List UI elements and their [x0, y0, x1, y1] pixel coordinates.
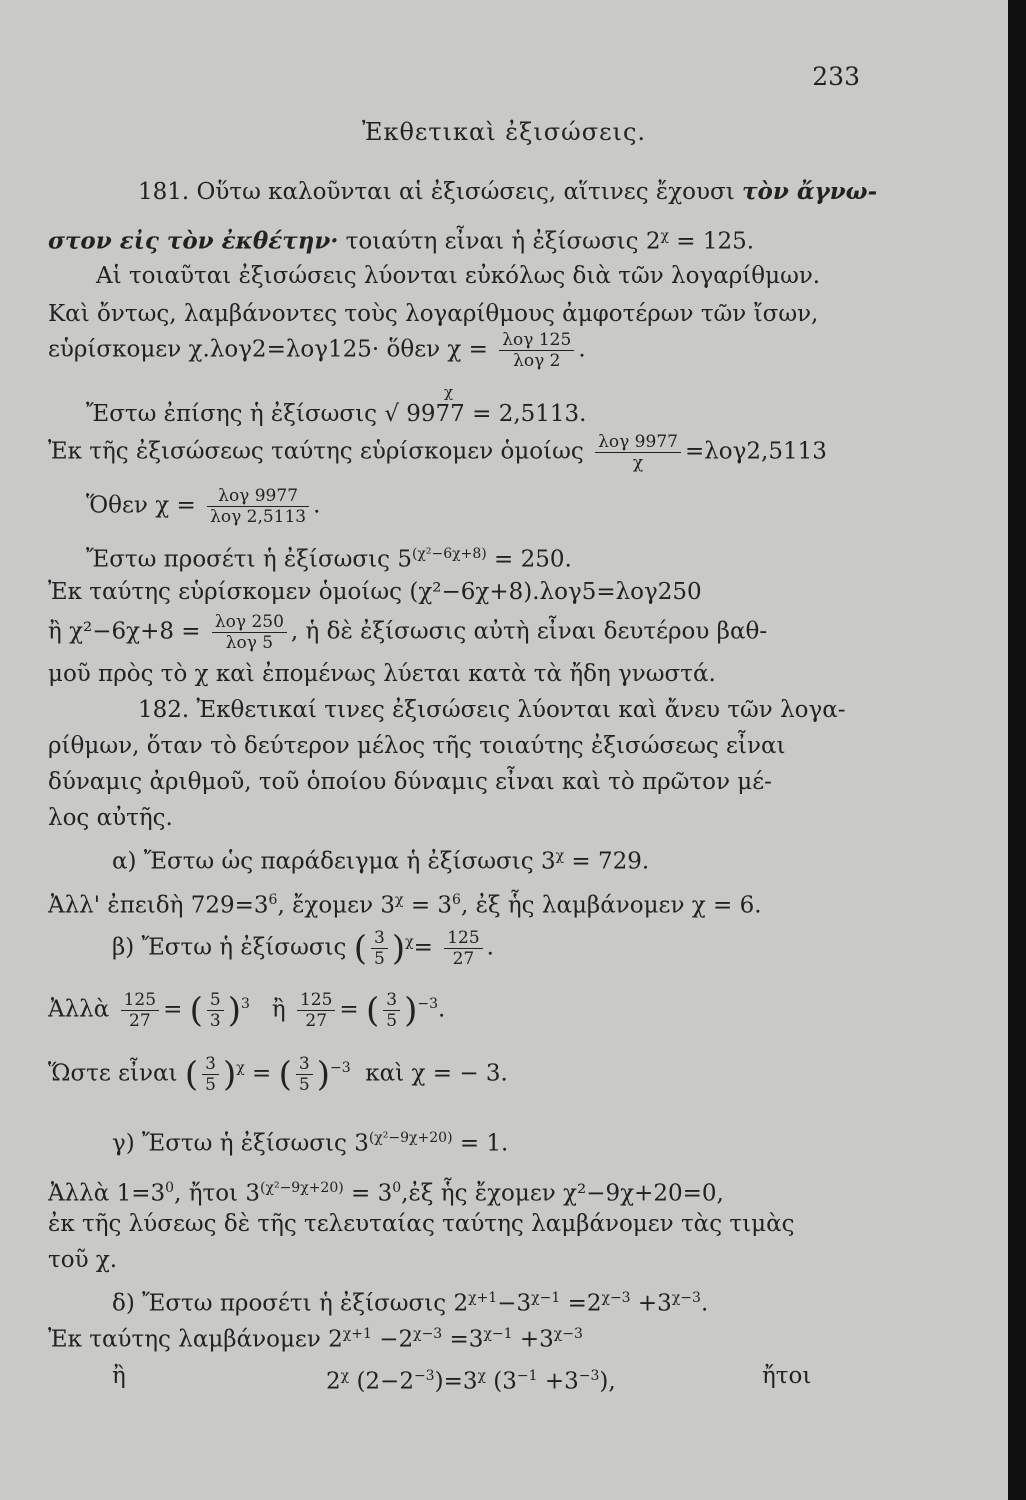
text-line: Ἐκ ταύτης εὑρίσκομεν ὁμοίως (χ²−6χ+8).λογ5=λογ250 [48, 579, 702, 605]
text-span: = [163, 996, 183, 1023]
text-line: ἢ [112, 1363, 126, 1389]
fraction [444, 928, 482, 969]
right-paren: ) [222, 1054, 237, 1095]
text-span: ,ἐξ ἧς ἔχομεν χ²−9χ+20=0, [401, 1180, 724, 1207]
text-span: Ὅθεν χ = [86, 492, 196, 519]
fraction [595, 432, 681, 473]
denominator: 5 [386, 1011, 398, 1032]
text-span: 181. Οὕτω καλοῦνται αἱ ἐξισώσεις, αἵτινες ἔχουσι [138, 179, 735, 205]
exponent: −3 [329, 1060, 351, 1076]
text-span: , ἤτοι 3 [174, 1180, 261, 1207]
text-line [112, 842, 649, 876]
fraction [121, 990, 159, 1031]
denominator: 27 [452, 949, 475, 970]
exponent: −1 [516, 1368, 538, 1384]
denominator: 27 [129, 1011, 151, 1032]
text-line [326, 1362, 616, 1396]
text-line: Καὶ ὄντως, λαμβάνοντες τοὺς λογαρίθμους ἀμφοτέρων τῶν ἴσων, [48, 301, 819, 327]
denominator: 5 [298, 1075, 310, 1096]
exponent: χ [555, 848, 565, 864]
text-span: . [700, 1290, 709, 1317]
text-span: καὶ χ = − 3. [365, 1060, 508, 1087]
text-span: Ἀλλ' ἐπειδὴ 729=3 [48, 892, 269, 919]
exponent: −3 [417, 996, 439, 1012]
exponent: χ−1 [531, 1290, 561, 1306]
text-line [48, 1054, 508, 1095]
left-paren: ( [366, 990, 380, 1031]
text-span: Ὥστε εἶναι [48, 1060, 178, 1087]
exponent: (χ²−9χ+20) [368, 1130, 453, 1146]
denominator: λογ 2,5113 [210, 507, 307, 527]
left-paren: ( [353, 928, 368, 969]
numerator: 125 [121, 990, 159, 1011]
text-span: β) Ἔστω ἡ ἐξίσωσις [112, 934, 347, 961]
exponent: χ+1 [468, 1290, 498, 1306]
text-line [138, 178, 877, 206]
left-paren: ( [278, 1054, 292, 1095]
text-span: , ἡ δὲ ἐξίσωσις αὐτὴ εἶναι δευτέρου βαθ- [290, 618, 768, 645]
text-line: Αἱ τοιαῦται ἐξισώσεις λύονται εὐκόλως διὰ τῶν λογαρίθμων. [96, 263, 821, 289]
denominator: λογ 5 [225, 633, 274, 653]
numerator: 3 [383, 990, 400, 1011]
numerator: 125 [444, 928, 482, 949]
text-span: εὑρίσκομεν χ.λογ2=λογ125· ὅθεν χ = [48, 336, 488, 363]
text-line: ἤτοι [762, 1363, 812, 1389]
exponent: χ [660, 228, 669, 244]
exponent: (χ²−6χ+8) [411, 546, 487, 562]
exponent: 3 [241, 996, 250, 1012]
text-span: = 3 [351, 1180, 393, 1207]
left-paren: ( [189, 990, 203, 1031]
text-span: . [313, 492, 321, 519]
fraction [297, 990, 335, 1031]
text-span: ἢ [271, 996, 286, 1023]
text-span: . [578, 336, 586, 363]
text-line: δύναμις ἀριθμοῦ, τοῦ ὁποίου δύναμις εἶναι καὶ τὸ πρῶτον μέ- [48, 769, 772, 795]
exponent: χ [477, 1368, 486, 1384]
text-span: +3 [544, 1368, 579, 1395]
fraction [207, 990, 224, 1031]
text-span: , ἐξ ἧς λαμβάνομεν χ = 6. [460, 892, 762, 919]
right-paren: ) [391, 928, 406, 969]
text-span: = [252, 1060, 272, 1087]
text-span: +3 [519, 1326, 554, 1353]
text-span: , ἔχομεν 3 [277, 892, 396, 919]
exponent: (χ²−9χ+20) [260, 1180, 344, 1196]
numerator: 5 [207, 990, 224, 1011]
fraction [371, 928, 388, 969]
numerator: λογ 250 [212, 612, 287, 633]
text-span: α) Ἔστω ὡς παράδειγμα ἡ ἐξίσωσις 3 [112, 848, 556, 875]
text-span: Ἐκ τῆς ἐξισώσεως ταύτης εὑρίσκομεν ὁμοίως [48, 438, 584, 465]
text-line [112, 1124, 508, 1158]
denominator: χ [632, 453, 644, 473]
denominator: 3 [209, 1011, 221, 1032]
text-span: =2 [567, 1290, 602, 1317]
text-span: (3 [493, 1368, 517, 1395]
text-span: = 3 [410, 892, 453, 919]
numerator: λογ 125 [499, 330, 574, 351]
text-line: 182. Ἐκθετικαί τινες ἐξισώσεις λύονται καὶ ἄνευ τῶν λογα- [138, 697, 846, 723]
text-line [48, 330, 586, 371]
numerator: λογ 9977 [595, 432, 681, 453]
text-line [48, 612, 767, 653]
exponent: χ−3 [671, 1290, 701, 1306]
exponent: χ−3 [413, 1326, 443, 1342]
text-span: . [486, 934, 494, 961]
text-line: ἐκ τῆς λύσεως δὲ τῆς τελευταίας ταύτης λαμβάνομεν τὰς τιμὰς [48, 1211, 795, 1237]
text-line [112, 928, 494, 969]
text-span: = [413, 934, 433, 961]
text-span: +3 [637, 1290, 672, 1317]
fraction [296, 1054, 313, 1095]
text-span: −2 [379, 1326, 414, 1353]
text-span: ), [599, 1368, 616, 1395]
section-title: Ἐκθετικαὶ ἐξισώσεις. [361, 118, 647, 146]
exponent: 6 [452, 892, 461, 908]
text-span: ἢ χ²−6χ+8 = [48, 618, 201, 645]
text-line [48, 432, 827, 473]
right-paren: ) [227, 990, 242, 1031]
text-span: δ) Ἔστω προσέτι ἡ ἐξίσωσις 2 [112, 1290, 469, 1317]
fraction [499, 330, 574, 371]
text-line: Ἔστω ἐπίσης ἡ ἐξίσωσις √ 9977 = 2,5113. [86, 401, 587, 427]
root-index: χ [444, 383, 454, 401]
page-number: 233 [812, 62, 860, 91]
text-span: =λογ2,5113 [684, 438, 827, 465]
exponent: 6 [268, 892, 278, 908]
exponent: χ [395, 892, 404, 908]
text-line [48, 1320, 583, 1354]
denominator: 5 [205, 1075, 216, 1096]
text-span: τοιαύτη εἶναι ἡ ἐξίσωσις 2 [345, 228, 661, 255]
text-line [48, 886, 762, 920]
denominator: 27 [305, 1011, 328, 1032]
page-edge [1008, 0, 1026, 1500]
fraction [202, 1054, 219, 1095]
numerator: 3 [202, 1054, 219, 1075]
exponent: χ [340, 1368, 350, 1384]
text-line [86, 540, 572, 574]
left-paren: ( [184, 1054, 199, 1095]
text-span: γ) Ἔστω ἡ ἐξίσωσις 3 [112, 1130, 369, 1157]
text-span: = [339, 996, 359, 1023]
text-line: λος αὐτῆς. [48, 805, 173, 831]
text-span: = 1. [459, 1130, 509, 1157]
text-line: ρίθμων, ὅταν τὸ δεύτερον μέλος τῆς τοιαύτης ἐξισώσεως εἶναι [48, 733, 786, 759]
italic-term: στον εἰς τὸν ἐκθέτην· [48, 227, 339, 255]
italic-term: τὸν ἄγνω- [742, 178, 878, 205]
text-span: (2−2 [356, 1368, 414, 1395]
text-line [48, 1174, 724, 1208]
exponent: 0 [392, 1180, 402, 1196]
right-paren: ) [404, 990, 418, 1031]
numerator: 3 [296, 1054, 313, 1075]
text-line: μοῦ πρὸς τὸ χ καὶ ἐπομένως λύεται κατὰ τὰ ἤδη γνωστά. [48, 661, 716, 687]
exponent: −3 [578, 1368, 600, 1384]
text-span: Ἐκ ταύτης λαμβάνομεν 2 [48, 1326, 343, 1353]
numerator: 125 [297, 990, 335, 1011]
text-span: . [438, 996, 446, 1023]
exponent: −3 [413, 1368, 435, 1384]
text-span: Ἔστω προσέτι ἡ ἐξίσωσις 5 [86, 546, 412, 573]
text-line [48, 222, 754, 256]
exponent: χ−3 [553, 1326, 583, 1342]
text-span: = 125. [676, 228, 755, 255]
text-line [86, 486, 320, 527]
right-paren: ) [316, 1054, 330, 1095]
text-span: 2 [326, 1368, 341, 1395]
denominator: λογ 2 [513, 351, 561, 371]
text-span: = 729. [571, 848, 650, 875]
numerator: λογ 9977 [207, 486, 309, 507]
text-span: = 250. [494, 546, 572, 573]
text-span: Ἀλλὰ 1=3 [48, 1180, 166, 1207]
text-span: )=3 [434, 1368, 478, 1395]
denominator: 5 [374, 949, 385, 970]
text-span: −3 [497, 1290, 532, 1317]
exponent: χ+1 [342, 1326, 372, 1342]
text-span: Ἀλλὰ [48, 996, 110, 1023]
exponent: 0 [165, 1180, 175, 1196]
exponent: χ−1 [483, 1326, 513, 1342]
text-line: τοῦ χ. [48, 1247, 118, 1273]
text-span: =3 [449, 1326, 484, 1353]
fraction [383, 990, 400, 1031]
fraction [212, 612, 287, 653]
text-line [48, 990, 445, 1031]
numerator: 3 [371, 928, 388, 949]
fraction [207, 486, 309, 527]
text-line [112, 1284, 708, 1318]
exponent: χ [405, 934, 414, 950]
exponent: χ−3 [601, 1290, 631, 1306]
exponent: χ [236, 1060, 245, 1076]
